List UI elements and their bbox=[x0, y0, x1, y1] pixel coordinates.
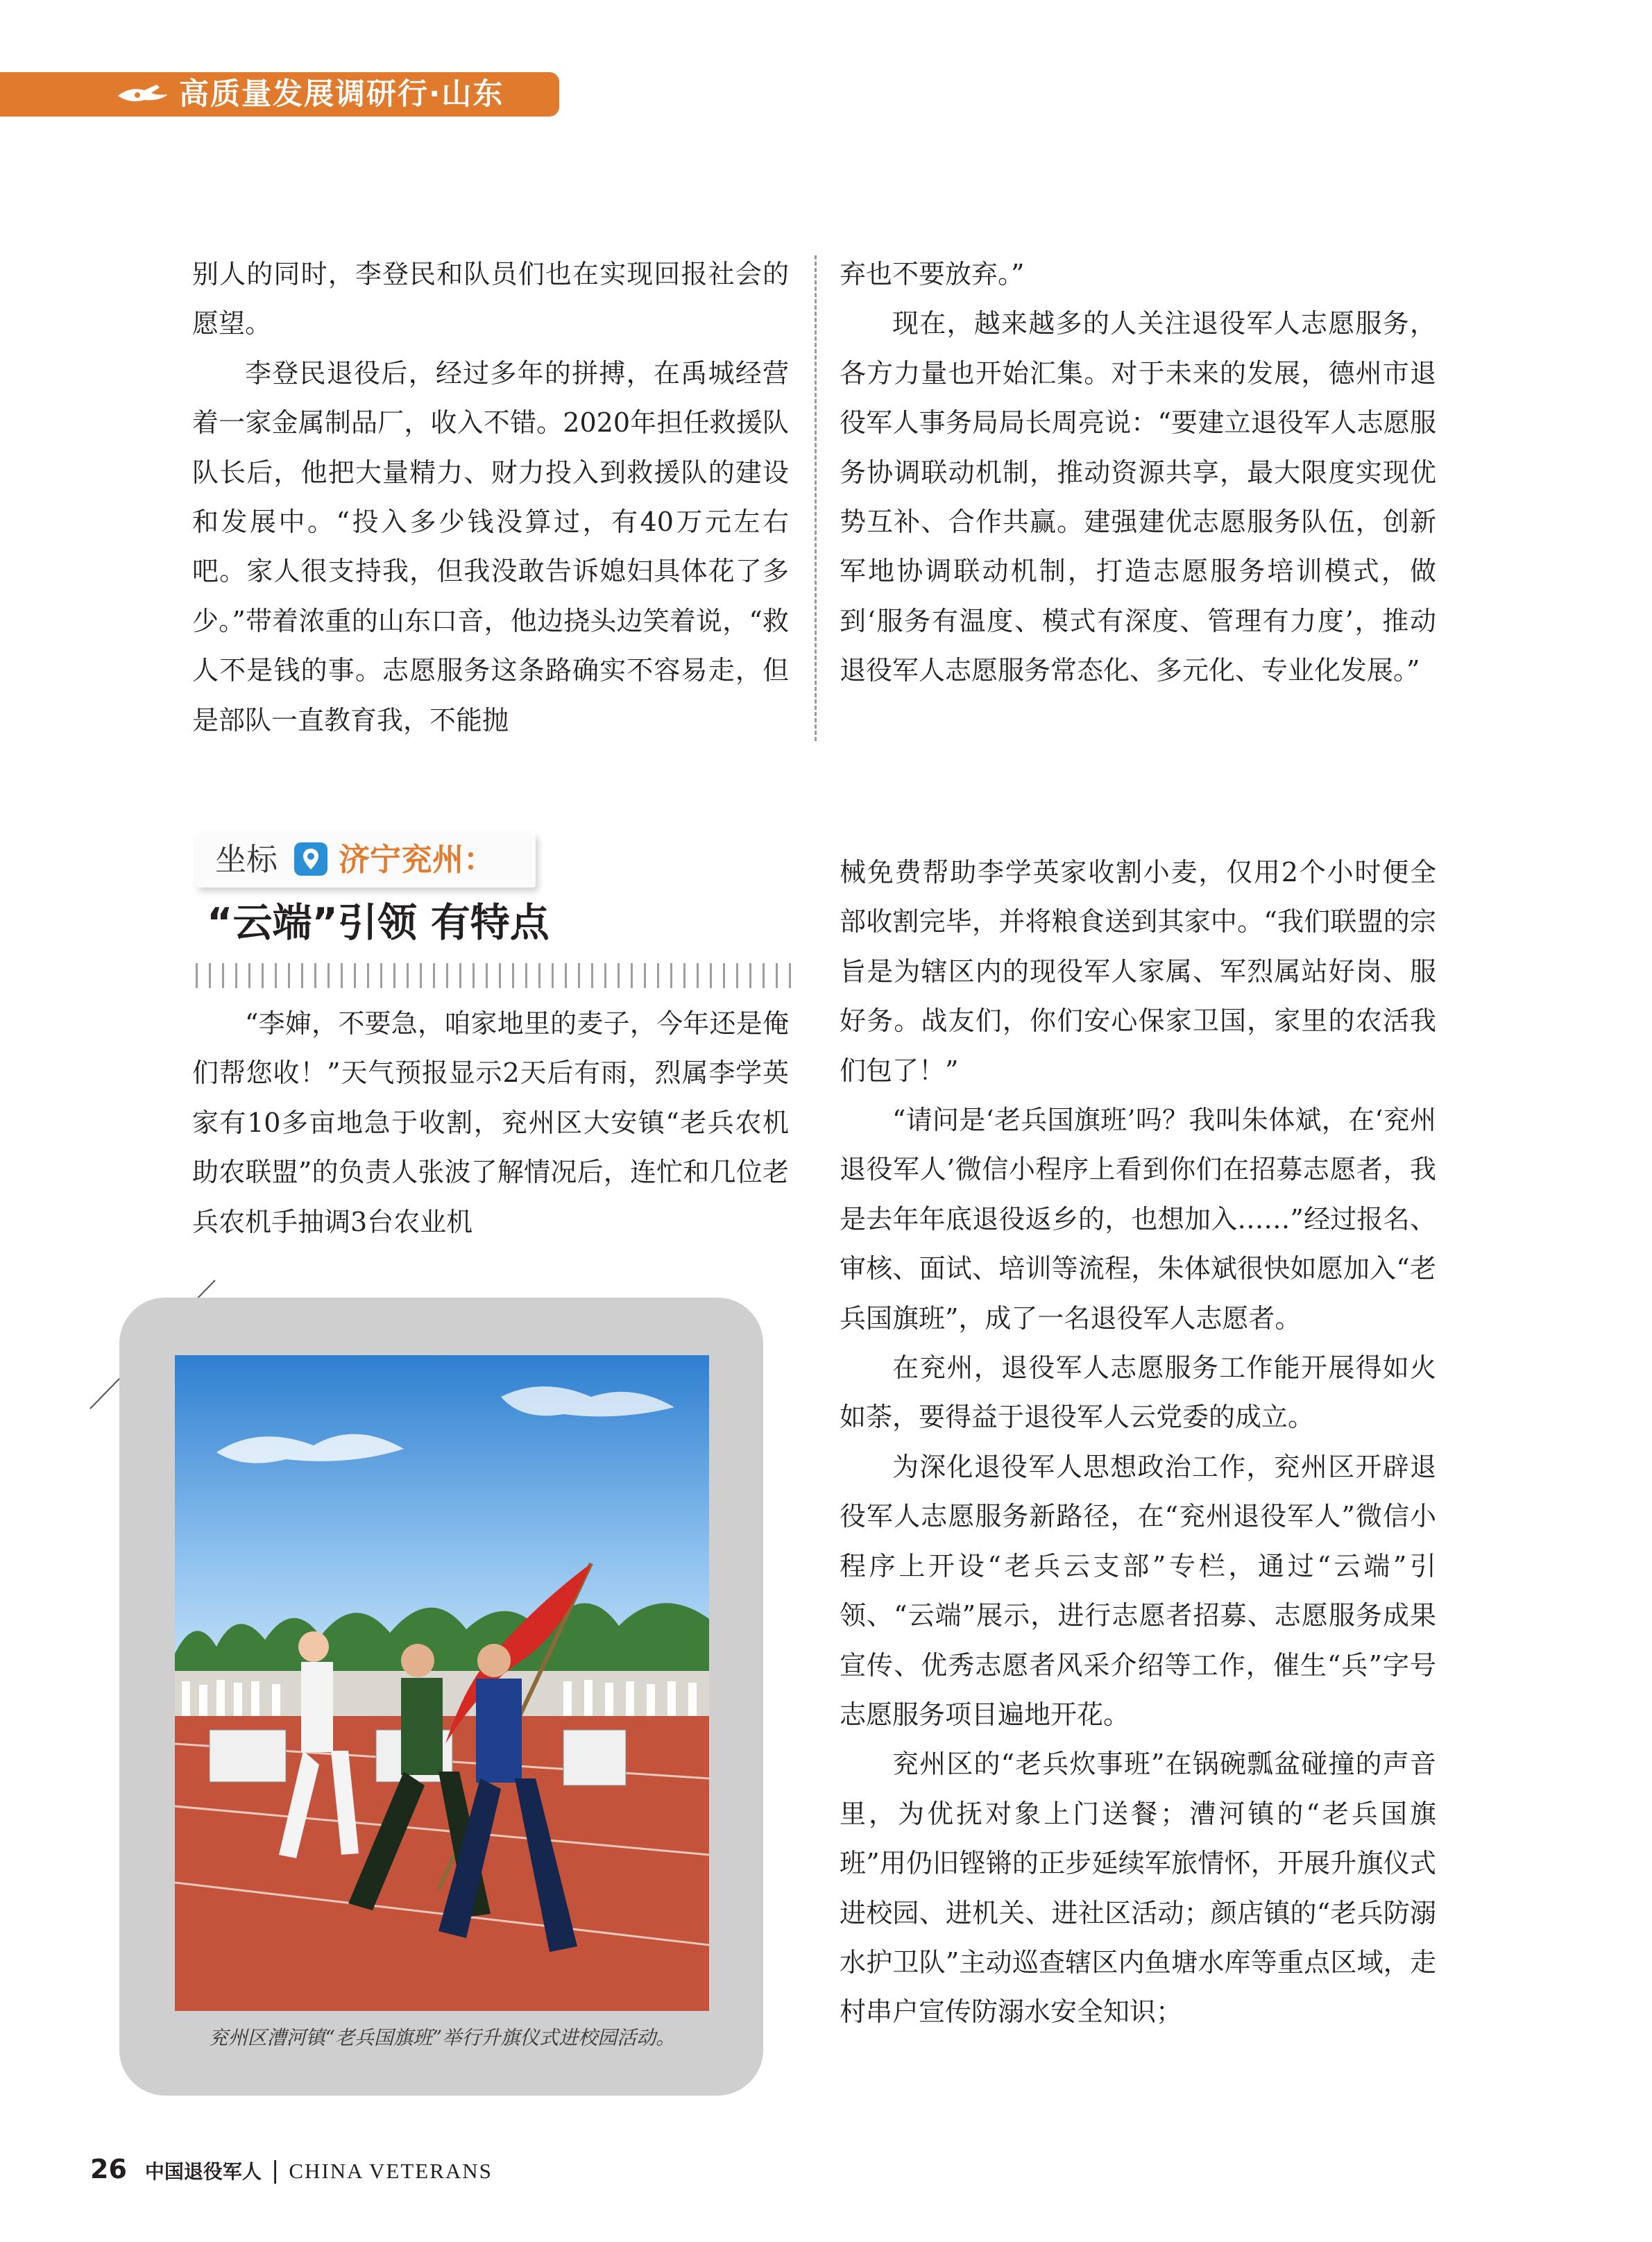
paragraph: “李婶，不要急，咱家地里的麦子，今年还是俺们帮您收！”天气预报显示2天后有雨，烈属李学英家有10多亩地急于收割，兖州区大安镇“老兵农机助农联盟”的负责人张波了解情况后，连忙和几位老兵农机手抽调3台农业机 bbox=[192, 1008, 789, 1237]
paragraph: 在兖州，退役军人志愿服务工作能开展得如火如荼，要得益于退役军人云党委的成立。 bbox=[840, 1352, 1436, 1433]
footer-separator: | bbox=[271, 2157, 280, 2184]
column-bottom-right bbox=[840, 848, 1436, 2037]
paragraph: 李登民退役后，经过多年的拼搏，在禹城经营着一家金属制品厂，收入不错。2020年担任救援队队长后，他把大量精力、财力投入到救援队的建设和发展中。“投入多少钱没算过，有40万元左右吧。家人很支持我，但我没敢告诉媳妇具体花了多少。”带着浓重的山东口音，他边挠头边笑着说，“救人不是钱的事。志愿服务这条路确实不容易走，但是部队一直教育我，不能抛 bbox=[192, 357, 789, 736]
flag-guard-photo bbox=[175, 1355, 709, 2011]
section-title: “云端”引领 有特点 bbox=[207, 900, 550, 946]
column-divider bbox=[815, 255, 817, 741]
paragraph: 别人的同时，李登民和队员们也在实现回报社会的愿望。 bbox=[192, 259, 789, 339]
column-top-right bbox=[840, 250, 1436, 696]
magazine-name: 中国退役军人 bbox=[144, 2160, 262, 2183]
column-middle-left bbox=[192, 999, 789, 1247]
aircraft-logo-icon bbox=[117, 80, 169, 108]
location-pin-icon bbox=[294, 842, 327, 876]
paragraph: 械免费帮助李学英家收割小麦，仅用2个小时便全部收割完毕，并将粮食送到其家中。“我们联盟的宗旨是为辖区内的现役军人家属、军烈属站好岗、服好务。战友们，你们安心保家卫国，家里的农活我们包了！” bbox=[840, 857, 1436, 1086]
photo-caption: 兖州区漕河镇“老兵国旗班”举行升旗仪式进校园活动。 bbox=[208, 2026, 676, 2049]
paragraph: 为深化退役军人思想政治工作，兖州区开辟退役军人志愿服务新路径，在“兖州退役军人”微信小程序上开设“老兵云支部”专栏，通过“云端”引领、“云端”展示，进行志愿者招募、志愿服务成果宣传、优秀志愿者风采介绍等工作，催生“兵”字号志愿服务项目遍地开花。 bbox=[840, 1451, 1436, 1730]
paragraph: 弃也不要放弃。” bbox=[840, 259, 1025, 289]
paragraph: “请问是‘老兵国旗班’吗？我叫朱体斌，在‘兖州退役军人’微信小程序上看到你们在招募志愿者，我是去年年底退役返乡的，也想加入……”经过报名、审核、面试、培训等流程，朱体斌很快如愿加入“老兵国旗班”，成了一名退役军人志愿者。 bbox=[840, 1105, 1436, 1334]
paragraph: 现在，越来越多的人关注退役军人志愿服务，各方力量也开始汇集。对于未来的发展，德州市退役军人事务局局长周亮说：“要建立退役军人志愿服务协调联动机制，推动资源共享，最大限度实现优势互补、合作共赢。建强建优志愿服务队伍，创新军地协调联动机制，打造志愿服务培训模式，做到‘服务有温度、模式有深度、管理有力度’，推动退役军人志愿服务常态化、多元化、专业化发展。” bbox=[840, 308, 1436, 686]
paragraph: 兖州区的“老兵炊事班”在锅碗瓢盆碰撞的声音里，为优抚对象上门送餐；漕河镇的“老兵国旗班”用仍旧铿锵的正步延续军旅情怀，开展升旗仪式进校园、进机关、进社区活动；颜店镇的“老兵防溺水护卫队”主动巡查辖区内鱼塘水库等重点区域，走村串户宣传防溺水安全知识； bbox=[840, 1749, 1436, 2028]
column-top-left bbox=[192, 250, 789, 745]
header-title: 高质量发展调研行·山东 bbox=[179, 77, 504, 112]
section-rule bbox=[196, 963, 794, 988]
page-number: 26 bbox=[90, 2154, 127, 2184]
magazine-name-english: CHINA VETERANS bbox=[289, 2159, 493, 2183]
location-label: 坐标 bbox=[215, 841, 278, 878]
page-footer bbox=[90, 2148, 493, 2190]
location-place: 济宁兖州： bbox=[339, 841, 495, 878]
